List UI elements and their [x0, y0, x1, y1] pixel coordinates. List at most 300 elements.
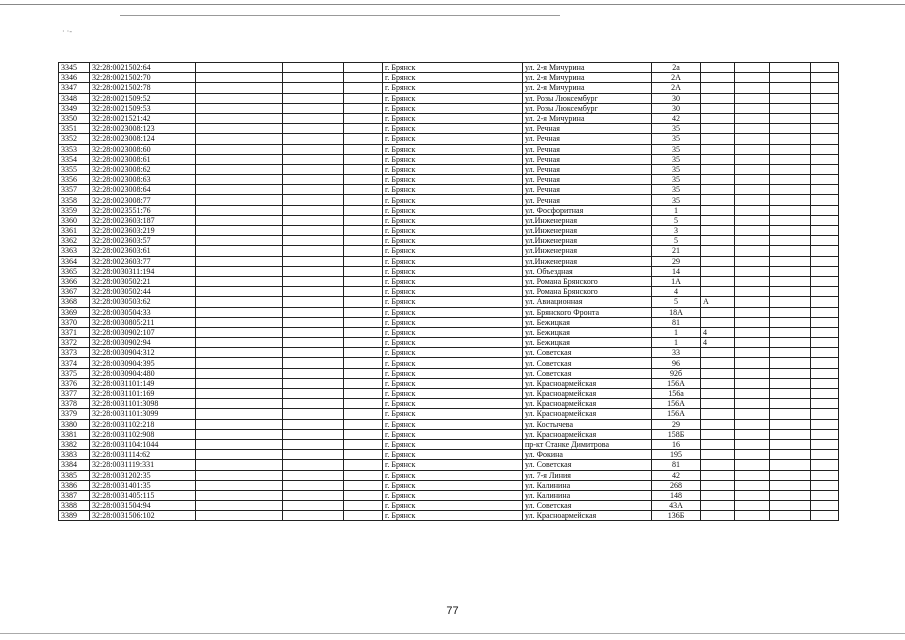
house-number-cell: 35 [652, 195, 701, 205]
empty-cell [770, 480, 811, 490]
empty-cell [283, 490, 344, 500]
empty-cell [196, 276, 283, 286]
empty-cell [283, 124, 344, 134]
cadastral-number-cell: 32:28:0030503:62 [90, 297, 196, 307]
empty-cell [344, 511, 383, 521]
street-cell: ул. Советская [523, 501, 652, 511]
cadastral-number-cell: 32:28:0031101:149 [90, 378, 196, 388]
building-letter-cell [701, 246, 735, 256]
cadastral-number-cell: 32:28:0021502:78 [90, 83, 196, 93]
empty-cell [811, 236, 839, 246]
empty-cell [770, 164, 811, 174]
street-cell: ул. Бежицкая [523, 317, 652, 327]
row-number-cell: 3383 [59, 450, 90, 460]
empty-cell [196, 338, 283, 348]
empty-cell [196, 419, 283, 429]
street-cell: ул. Авиационная [523, 297, 652, 307]
empty-cell [344, 256, 383, 266]
empty-cell [344, 175, 383, 185]
empty-cell [283, 287, 344, 297]
empty-cell [811, 124, 839, 134]
city-cell: г. Брянск [383, 358, 523, 368]
empty-cell [735, 134, 770, 144]
empty-cell [344, 134, 383, 144]
building-letter-cell [701, 63, 735, 73]
building-letter-cell [701, 113, 735, 123]
row-number-cell: 3349 [59, 103, 90, 113]
cadastral-number-cell: 32:28:0030904:312 [90, 348, 196, 358]
cadastral-number-cell: 32:28:0031506:102 [90, 511, 196, 521]
row-number-cell: 3348 [59, 93, 90, 103]
city-cell: г. Брянск [383, 124, 523, 134]
cadastral-number-cell: 32:28:0031405:115 [90, 490, 196, 500]
city-cell: г. Брянск [383, 297, 523, 307]
building-letter-cell [701, 429, 735, 439]
city-cell: г. Брянск [383, 287, 523, 297]
building-letter-cell [701, 185, 735, 195]
empty-cell [283, 175, 344, 185]
building-letter-cell [701, 164, 735, 174]
empty-cell [735, 124, 770, 134]
house-number-cell: 156а [652, 389, 701, 399]
empty-cell [735, 501, 770, 511]
street-cell: ул. Красноармейская [523, 389, 652, 399]
table-row [59, 378, 839, 388]
empty-cell [344, 327, 383, 337]
empty-cell [735, 368, 770, 378]
row-number-cell: 3382 [59, 439, 90, 449]
empty-cell [735, 103, 770, 113]
cadastral-number-cell: 32:28:0023008:60 [90, 144, 196, 154]
empty-cell [735, 154, 770, 164]
empty-cell [735, 185, 770, 195]
building-letter-cell [701, 134, 735, 144]
cadastral-number-cell: 32:28:0030904:480 [90, 368, 196, 378]
city-cell: г. Брянск [383, 439, 523, 449]
house-number-cell: 81 [652, 317, 701, 327]
empty-cell [196, 399, 283, 409]
table-row [59, 399, 839, 409]
city-cell: г. Брянск [383, 134, 523, 144]
table-row [59, 246, 839, 256]
house-number-cell: 35 [652, 154, 701, 164]
street-cell: ул.Инженерная [523, 246, 652, 256]
empty-cell [196, 307, 283, 317]
cadastral-number-cell: 32:28:0023603:187 [90, 215, 196, 225]
city-cell: г. Брянск [383, 490, 523, 500]
row-number-cell: 3387 [59, 490, 90, 500]
street-cell: ул. Брянского Фронта [523, 307, 652, 317]
building-letter-cell [701, 226, 735, 236]
empty-cell [811, 409, 839, 419]
street-cell: ул. Красноармейская [523, 511, 652, 521]
row-number-cell: 3359 [59, 205, 90, 215]
empty-cell [283, 63, 344, 73]
empty-cell [735, 287, 770, 297]
empty-cell [811, 266, 839, 276]
empty-cell [196, 144, 283, 154]
empty-cell [344, 490, 383, 500]
empty-cell [196, 124, 283, 134]
top-scan-line [120, 15, 560, 16]
empty-cell [344, 93, 383, 103]
cadastral-number-cell: 32:28:0031101:169 [90, 389, 196, 399]
row-number-cell: 3362 [59, 236, 90, 246]
table-row [59, 480, 839, 490]
empty-cell [811, 399, 839, 409]
street-cell: ул. Романа Брянского [523, 276, 652, 286]
row-number-cell: 3347 [59, 83, 90, 93]
city-cell: г. Брянск [383, 378, 523, 388]
street-cell: ул. Речная [523, 134, 652, 144]
empty-cell [196, 287, 283, 297]
house-number-cell: 158Б [652, 429, 701, 439]
empty-cell [770, 297, 811, 307]
empty-cell [735, 73, 770, 83]
page-number: 77 [446, 605, 459, 617]
cadastral-number-cell: 32:28:0023603:57 [90, 236, 196, 246]
city-cell: г. Брянск [383, 164, 523, 174]
table-row [59, 368, 839, 378]
street-cell: ул. Розы Люксембург [523, 93, 652, 103]
empty-cell [344, 439, 383, 449]
table-row [59, 358, 839, 368]
table-row [59, 134, 839, 144]
empty-cell [770, 450, 811, 460]
row-number-cell: 3358 [59, 195, 90, 205]
table-row [59, 307, 839, 317]
empty-cell [735, 378, 770, 388]
row-number-cell: 3388 [59, 501, 90, 511]
row-number-cell: 3350 [59, 113, 90, 123]
empty-cell [196, 164, 283, 174]
empty-cell [196, 154, 283, 164]
building-letter-cell [701, 205, 735, 215]
scan-artifact: · ·- [62, 27, 72, 36]
empty-cell [770, 73, 811, 83]
empty-cell [196, 460, 283, 470]
empty-cell [811, 511, 839, 521]
empty-cell [735, 511, 770, 521]
house-number-cell: 92б [652, 368, 701, 378]
empty-cell [811, 297, 839, 307]
city-cell: г. Брянск [383, 429, 523, 439]
house-number-cell: 1 [652, 205, 701, 215]
street-cell: ул. Советская [523, 368, 652, 378]
empty-cell [735, 327, 770, 337]
empty-cell [770, 338, 811, 348]
city-cell: г. Брянск [383, 103, 523, 113]
empty-cell [735, 338, 770, 348]
empty-cell [344, 287, 383, 297]
empty-cell [811, 226, 839, 236]
empty-cell [283, 419, 344, 429]
table-row [59, 409, 839, 419]
cadastral-number-cell: 32:28:0023008:62 [90, 164, 196, 174]
empty-cell [770, 256, 811, 266]
empty-cell [811, 348, 839, 358]
table-row [59, 266, 839, 276]
city-cell: г. Брянск [383, 276, 523, 286]
empty-cell [283, 164, 344, 174]
house-number-cell: 35 [652, 124, 701, 134]
street-cell: ул. Калинина [523, 490, 652, 500]
empty-cell [196, 73, 283, 83]
empty-cell [770, 266, 811, 276]
empty-cell [344, 63, 383, 73]
empty-cell [735, 93, 770, 103]
house-number-cell: 156А [652, 399, 701, 409]
house-number-cell: 5 [652, 297, 701, 307]
empty-cell [735, 358, 770, 368]
street-cell: ул. Речная [523, 185, 652, 195]
empty-cell [283, 256, 344, 266]
empty-cell [344, 480, 383, 490]
street-cell: ул. Красноармейская [523, 399, 652, 409]
row-number-cell: 3365 [59, 266, 90, 276]
table-row [59, 124, 839, 134]
city-cell: г. Брянск [383, 460, 523, 470]
empty-cell [770, 215, 811, 225]
house-number-cell: 35 [652, 164, 701, 174]
table-row [59, 327, 839, 337]
empty-cell [811, 205, 839, 215]
street-cell: ул. Бежицкая [523, 327, 652, 337]
empty-cell [344, 358, 383, 368]
empty-cell [770, 317, 811, 327]
empty-cell [196, 215, 283, 225]
row-number-cell: 3351 [59, 124, 90, 134]
empty-cell [811, 63, 839, 73]
empty-cell [811, 154, 839, 164]
house-number-cell: 42 [652, 470, 701, 480]
house-number-cell: 2А [652, 83, 701, 93]
empty-cell [735, 297, 770, 307]
city-cell: г. Брянск [383, 195, 523, 205]
empty-cell [283, 195, 344, 205]
table-row [59, 287, 839, 297]
empty-cell [196, 501, 283, 511]
building-letter-cell: 4 [701, 327, 735, 337]
cadastral-number-cell: 32:28:0030504:33 [90, 307, 196, 317]
empty-cell [770, 399, 811, 409]
empty-cell [811, 134, 839, 144]
table-row [59, 429, 839, 439]
table-row [59, 226, 839, 236]
empty-cell [811, 144, 839, 154]
empty-cell [196, 83, 283, 93]
row-number-cell: 3345 [59, 63, 90, 73]
empty-cell [196, 113, 283, 123]
empty-cell [283, 276, 344, 286]
table-row [59, 175, 839, 185]
empty-cell [283, 113, 344, 123]
empty-cell [735, 164, 770, 174]
building-letter-cell [701, 490, 735, 500]
building-letter-cell [701, 124, 735, 134]
empty-cell [770, 195, 811, 205]
empty-cell [344, 164, 383, 174]
empty-cell [735, 175, 770, 185]
empty-cell [344, 113, 383, 123]
empty-cell [196, 266, 283, 276]
empty-cell [735, 389, 770, 399]
building-letter-cell [701, 93, 735, 103]
row-number-cell: 3386 [59, 480, 90, 490]
empty-cell [196, 327, 283, 337]
empty-cell [770, 175, 811, 185]
empty-cell [735, 256, 770, 266]
cadastral-number-cell: 32:28:0021509:52 [90, 93, 196, 103]
table-row [59, 164, 839, 174]
empty-cell [770, 490, 811, 500]
cadastral-number-cell: 32:28:0023603:61 [90, 246, 196, 256]
empty-cell [735, 144, 770, 154]
empty-cell [735, 460, 770, 470]
street-cell: ул. Костычева [523, 419, 652, 429]
empty-cell [344, 73, 383, 83]
empty-cell [770, 470, 811, 480]
empty-cell [770, 378, 811, 388]
empty-cell [196, 297, 283, 307]
street-cell: ул. Советская [523, 358, 652, 368]
cadastral-number-cell: 32:28:0031101:3099 [90, 409, 196, 419]
empty-cell [344, 276, 383, 286]
empty-cell [283, 185, 344, 195]
empty-cell [283, 226, 344, 236]
empty-cell [770, 185, 811, 195]
city-cell: г. Брянск [383, 338, 523, 348]
empty-cell [770, 389, 811, 399]
empty-cell [770, 327, 811, 337]
house-number-cell: 5 [652, 215, 701, 225]
empty-cell [735, 266, 770, 276]
city-cell: г. Брянск [383, 256, 523, 266]
empty-cell [283, 236, 344, 246]
building-letter-cell [701, 83, 735, 93]
empty-cell [196, 63, 283, 73]
row-number-cell: 3354 [59, 154, 90, 164]
empty-cell [196, 246, 283, 256]
empty-cell [811, 460, 839, 470]
city-cell: г. Брянск [383, 480, 523, 490]
empty-cell [811, 246, 839, 256]
empty-cell [811, 480, 839, 490]
row-number-cell: 3380 [59, 419, 90, 429]
row-number-cell: 3372 [59, 338, 90, 348]
street-cell: ул. Речная [523, 124, 652, 134]
house-number-cell: 35 [652, 175, 701, 185]
empty-cell [811, 175, 839, 185]
building-letter-cell [701, 501, 735, 511]
empty-cell [196, 470, 283, 480]
house-number-cell: 96 [652, 358, 701, 368]
empty-cell [344, 154, 383, 164]
building-letter-cell [701, 419, 735, 429]
empty-cell [770, 276, 811, 286]
empty-cell [196, 439, 283, 449]
cadastral-number-cell: 32:28:0030502:21 [90, 276, 196, 286]
row-number-cell: 3376 [59, 378, 90, 388]
empty-cell [770, 124, 811, 134]
empty-cell [344, 246, 383, 256]
city-cell: г. Брянск [383, 63, 523, 73]
empty-cell [196, 134, 283, 144]
empty-cell [196, 185, 283, 195]
cadastral-number-cell: 32:28:0021502:64 [90, 63, 196, 73]
house-number-cell: 30 [652, 103, 701, 113]
building-letter-cell [701, 460, 735, 470]
empty-cell [196, 480, 283, 490]
row-number-cell: 3370 [59, 317, 90, 327]
cadastral-number-cell: 32:28:0021502:70 [90, 73, 196, 83]
bottom-border-line [0, 633, 905, 634]
cadastral-number-cell: 32:28:0031401:35 [90, 480, 196, 490]
street-cell: ул. 2-я Мичурина [523, 73, 652, 83]
table-row [59, 144, 839, 154]
empty-cell [283, 93, 344, 103]
cadastral-number-cell: 32:28:0031119:331 [90, 460, 196, 470]
city-cell: г. Брянск [383, 307, 523, 317]
empty-cell [283, 327, 344, 337]
table-row [59, 154, 839, 164]
registry-table-body [59, 63, 839, 521]
building-letter-cell [701, 480, 735, 490]
house-number-cell: 148 [652, 490, 701, 500]
table-row [59, 276, 839, 286]
table-row [59, 348, 839, 358]
table-row [59, 450, 839, 460]
street-cell: ул. Красноармейская [523, 429, 652, 439]
table-row [59, 511, 839, 521]
cadastral-number-cell: 32:28:0030902:107 [90, 327, 196, 337]
cadastral-number-cell: 32:28:0023008:123 [90, 124, 196, 134]
table-row [59, 389, 839, 399]
house-number-cell: 21 [652, 246, 701, 256]
house-number-cell: 1А [652, 276, 701, 286]
city-cell: г. Брянск [383, 368, 523, 378]
street-cell: ул. Бежицкая [523, 338, 652, 348]
empty-cell [770, 358, 811, 368]
empty-cell [811, 287, 839, 297]
house-number-cell: 35 [652, 144, 701, 154]
empty-cell [735, 409, 770, 419]
cadastral-number-cell: 32:28:0023008:124 [90, 134, 196, 144]
empty-cell [283, 205, 344, 215]
empty-cell [770, 429, 811, 439]
empty-cell [283, 297, 344, 307]
empty-cell [811, 450, 839, 460]
empty-cell [811, 378, 839, 388]
empty-cell [770, 226, 811, 236]
empty-cell [344, 236, 383, 246]
empty-cell [770, 134, 811, 144]
row-number-cell: 3389 [59, 511, 90, 521]
city-cell: г. Брянск [383, 205, 523, 215]
row-number-cell: 3369 [59, 307, 90, 317]
table-row [59, 205, 839, 215]
city-cell: г. Брянск [383, 83, 523, 93]
city-cell: г. Брянск [383, 419, 523, 429]
row-number-cell: 3366 [59, 276, 90, 286]
table-row [59, 419, 839, 429]
building-letter-cell [701, 307, 735, 317]
empty-cell [770, 236, 811, 246]
city-cell: г. Брянск [383, 185, 523, 195]
empty-cell [283, 470, 344, 480]
empty-cell [770, 113, 811, 123]
empty-cell [344, 103, 383, 113]
